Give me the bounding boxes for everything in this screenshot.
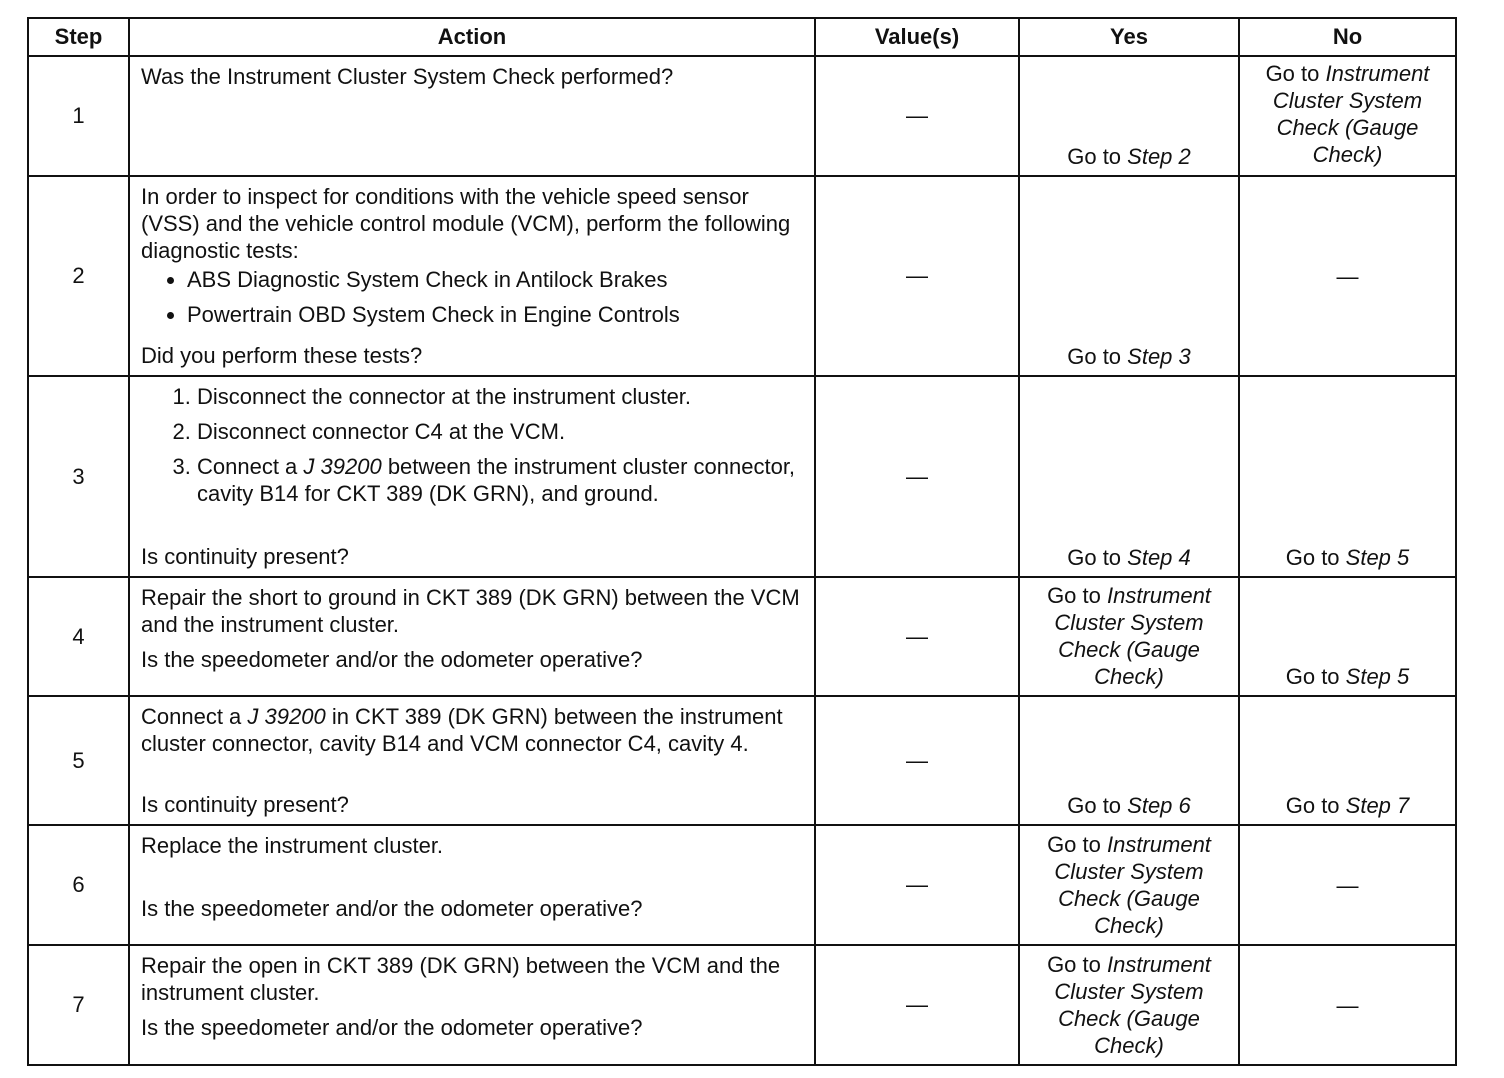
yes-go-prefix: Go to xyxy=(1067,344,1128,369)
yes-cell xyxy=(1019,696,1239,825)
header-values: Value(s) xyxy=(815,18,1019,56)
step-number: 4 xyxy=(28,577,129,696)
header-no: No xyxy=(1239,18,1456,56)
list-item: 1. Disconnect the connector at the instrument cluster. xyxy=(197,383,804,410)
value-cell xyxy=(815,176,1019,376)
yes-step-link[interactable]: Step 3 xyxy=(1127,344,1191,369)
yes-go-prefix: Go to xyxy=(1047,583,1107,608)
no-dash: — xyxy=(1336,872,1359,898)
action-cell xyxy=(129,825,815,945)
action-question: Did you perform these tests? xyxy=(141,343,423,368)
action-bullet-list xyxy=(141,266,804,336)
value-dash: — xyxy=(906,103,928,128)
action-cell xyxy=(129,56,815,176)
action-cell xyxy=(129,696,815,825)
value-dash: — xyxy=(906,992,928,1017)
step-number: 3 xyxy=(28,376,129,577)
no-cell xyxy=(1239,176,1456,376)
yes-cell xyxy=(1019,577,1239,696)
no-go-prefix: Go to xyxy=(1285,545,1346,570)
value-cell xyxy=(815,825,1019,945)
no-go-prefix: Go to xyxy=(1285,664,1346,689)
table-row-step-5 xyxy=(28,696,1456,825)
value-dash: — xyxy=(906,623,928,649)
yes-step-link[interactable]: Step 6 xyxy=(1127,793,1191,818)
action-question: Is continuity present? xyxy=(141,544,349,569)
action-question: Is the speedometer and/or the odometer operative? xyxy=(141,1015,643,1040)
action-question: Is the speedometer and/or the odometer operative? xyxy=(141,896,643,921)
yes-go-prefix: Go to xyxy=(1067,793,1128,818)
yes-cell xyxy=(1019,56,1239,176)
list-item-text: Connect a xyxy=(197,454,304,479)
action-text: Repair the short to ground in CKT 389 (DK GRN) between the VCM and the instrument cluster. xyxy=(141,585,800,637)
action-text: In order to inspect for conditions with the vehicle speed sensor (VSS) and the vehicle control module (VCM), perform the following diagnostic tests: xyxy=(141,184,791,263)
yes-check-link[interactable]: Instrument Cluster System Check (Gauge Check) xyxy=(1054,952,1211,1058)
header-yes: Yes xyxy=(1019,18,1239,56)
action-text: Replace the instrument cluster. xyxy=(141,833,444,858)
step-number: 6 xyxy=(28,825,129,945)
action-question: Was the Instrument Cluster System Check performed? xyxy=(141,64,674,89)
action-text: Repair the open in CKT 389 (DK GRN) between the VCM and the instrument cluster. xyxy=(141,953,781,1005)
yes-cell xyxy=(1019,376,1239,577)
tool-ref: J 39200 xyxy=(303,454,382,479)
no-step-link[interactable]: Step 5 xyxy=(1345,545,1410,570)
yes-go-prefix: Go to xyxy=(1047,952,1107,977)
yes-go-prefix: Go to xyxy=(1047,832,1107,857)
yes-check-link[interactable]: Instrument Cluster System Check (Gauge Check) xyxy=(1054,583,1211,689)
value-cell xyxy=(815,945,1019,1065)
action-cell xyxy=(129,945,815,1065)
tool-ref: J 39200 xyxy=(247,704,326,729)
no-dash: — xyxy=(1336,263,1359,289)
diagnostic-table xyxy=(27,17,1457,1066)
yes-step-link[interactable]: Step 2 xyxy=(1127,144,1191,169)
value-dash: — xyxy=(906,263,928,288)
action-cell xyxy=(129,577,815,696)
yes-cell xyxy=(1019,945,1239,1065)
no-step-link[interactable]: Step 5 xyxy=(1345,664,1410,689)
yes-go-prefix: Go to xyxy=(1067,545,1128,570)
action-text xyxy=(141,703,804,757)
value-dash: — xyxy=(906,747,928,773)
no-go-prefix: Go to xyxy=(1265,61,1326,86)
no-cell xyxy=(1239,376,1456,577)
header-row xyxy=(28,18,1456,56)
step-number: 2 xyxy=(28,176,129,376)
yes-cell xyxy=(1019,825,1239,945)
table-row-step-6 xyxy=(28,825,1456,945)
value-cell xyxy=(815,376,1019,577)
yes-cell xyxy=(1019,176,1239,376)
action-text-part: Connect a xyxy=(141,704,248,729)
yes-check-link[interactable]: Instrument Cluster System Check (Gauge Check) xyxy=(1054,832,1211,938)
no-cell xyxy=(1239,825,1456,945)
value-cell xyxy=(815,56,1019,176)
action-cell xyxy=(129,176,815,376)
table-row-step-7 xyxy=(28,945,1456,1065)
list-item: 2. Disconnect connector C4 at the VCM. xyxy=(197,418,804,445)
step-number: 5 xyxy=(28,696,129,825)
list-item: • ABS Diagnostic System Check in Antilock Brakes xyxy=(187,266,804,293)
value-cell xyxy=(815,577,1019,696)
list-item xyxy=(197,453,804,507)
value-dash: — xyxy=(906,463,928,489)
table-row-step-1 xyxy=(28,56,1456,176)
header-step: Step xyxy=(28,18,129,56)
header-action: Action xyxy=(129,18,815,56)
table-row-step-2 xyxy=(28,176,1456,376)
list-item: • Powertrain OBD System Check in Engine Controls xyxy=(187,301,804,328)
value-cell xyxy=(815,696,1019,825)
no-check-link[interactable]: Instrument Cluster System Check (Gauge Check) xyxy=(1272,61,1430,167)
no-go-prefix: Go to xyxy=(1285,793,1346,818)
no-cell xyxy=(1239,577,1456,696)
action-question: Is continuity present? xyxy=(141,792,349,817)
action-question: Is the speedometer and/or the odometer operative? xyxy=(141,647,643,672)
table-row-step-3 xyxy=(28,376,1456,577)
no-cell xyxy=(1239,945,1456,1065)
value-dash: — xyxy=(906,872,928,897)
yes-step-link[interactable]: Step 4 xyxy=(1127,545,1191,570)
step-number: 1 xyxy=(28,56,129,176)
yes-go-prefix: Go to xyxy=(1067,144,1128,169)
no-dash: — xyxy=(1336,992,1359,1018)
no-cell xyxy=(1239,56,1456,176)
action-numbered-list xyxy=(141,383,804,515)
no-step-link[interactable]: Step 7 xyxy=(1345,793,1410,818)
action-cell xyxy=(129,376,815,577)
table-row-step-4 xyxy=(28,577,1456,696)
list-item-text: between the instrument cluster connector, cavity B14 for CKT 389 (DK GRN), and ground. xyxy=(197,454,796,506)
action-text-part: in CKT 389 (DK GRN) between the instrument cluster connector, cavity B14 and VCM connector C4, cavity 4. xyxy=(141,704,783,756)
no-cell xyxy=(1239,696,1456,825)
step-number: 7 xyxy=(28,945,129,1065)
